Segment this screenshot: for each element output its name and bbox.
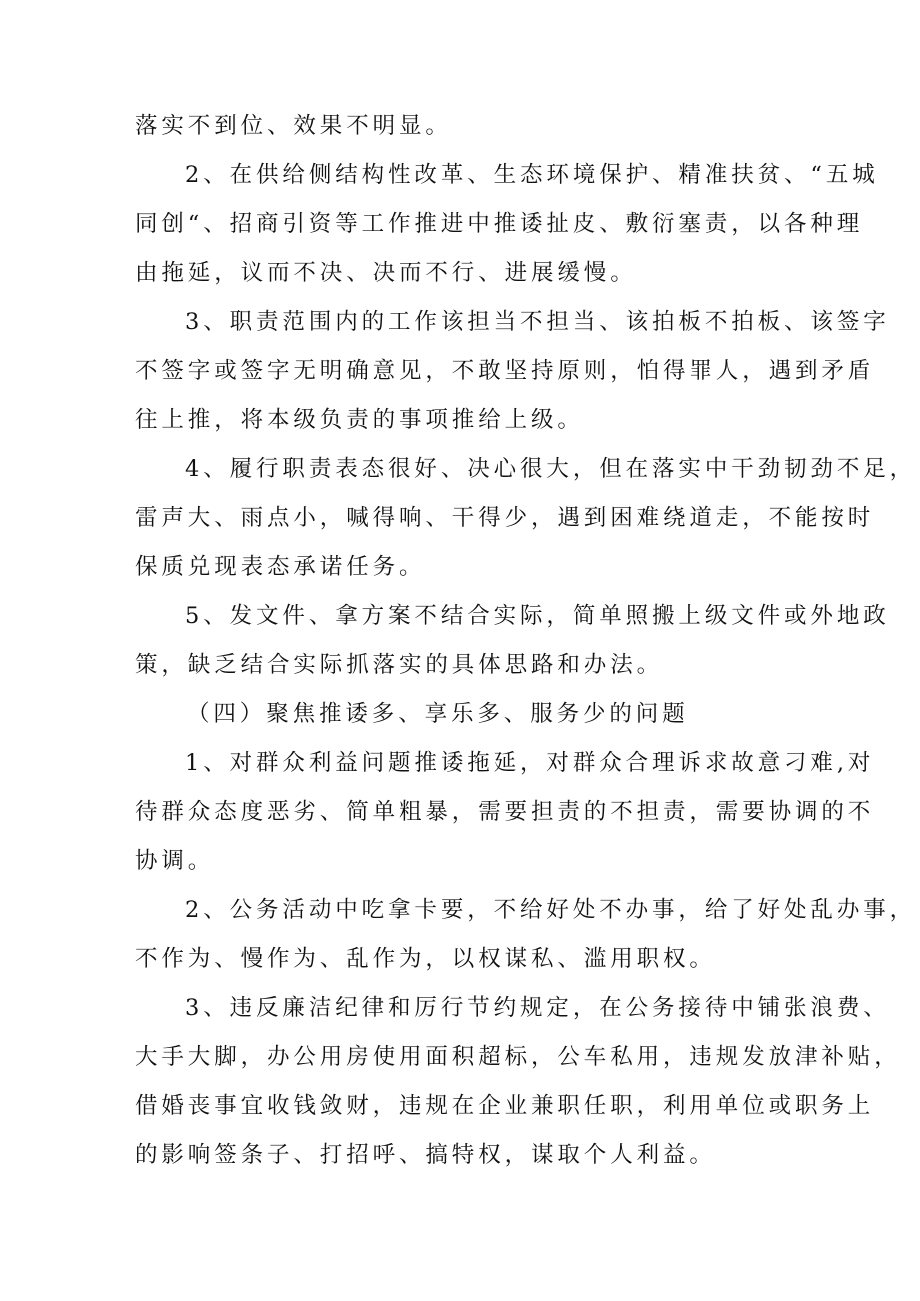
text-line: 3、职责范围内的工作该担当不担当、该拍板不拍板、该签字: [185, 309, 890, 335]
text-line: 1、对群众利益问题推诿拖延，对群众合理诉求故意刁难,对: [185, 750, 875, 776]
text-line: 的影响签条子、打招呼、搞特权，谋取个人利益。: [135, 1142, 716, 1168]
text-line: 4、履行职责表态很好、决心很大，但在落实中干劲韧劲不足，: [185, 456, 917, 482]
text-line: 待群众态度恶劣、简单粗暴，需要担责的不担责，需要协调的不: [135, 799, 875, 825]
text-line: 不作为、慢作为、乱作为，以权谋私、滥用职权。: [135, 946, 716, 972]
text-line: 落实不到位、效果不明显。: [135, 113, 452, 139]
text-block: [135, 102, 917, 1180]
text-line: 保质兑现表态承诺任务。: [135, 554, 426, 580]
text-line: 5、发文件、拿方案不结合实际，简单照搬上级文件或外地政: [185, 603, 890, 629]
text-line: 3、违反廉洁纪律和厉行节约规定，在公务接待中铺张浪费、: [185, 995, 890, 1021]
text-line: 由拖延，议而不决、决而不行、进展缓慢。: [135, 260, 637, 286]
text-line: 协调。: [135, 848, 215, 874]
text-line: 借婚丧事宜收钱敛财，违规在企业兼职任职，利用单位或职务上: [135, 1093, 875, 1119]
text-line: 2、公务活动中吃拿卡要，不给好处不办事，给了好处乱办事，: [185, 897, 917, 923]
text-line: 2、在供给侧结构性改革、生态环境保护、精准扶贫、“五城: [185, 162, 879, 188]
text-line: 往上推，将本级负责的事项推给上级。: [135, 407, 584, 433]
text-line: 雷声大、雨点小，喊得响、干得少，遇到困难绕道走，不能按时: [135, 505, 875, 531]
text-line: 大手大脚，办公用房使用面积超标，公车私用，违规发放津补贴，: [135, 1044, 901, 1070]
section-heading: （四）聚焦推诿多、享乐多、服务少的问题: [187, 701, 689, 727]
text-line: 不签字或签字无明确意见，不敢坚持原则，怕得罪人，遇到矛盾: [135, 358, 875, 384]
text-line: 同创“、招商引资等工作推进中推诿扯皮、敷衍塞责，以各种理: [135, 211, 864, 237]
text-line: 策，缺乏结合实际抓落实的具体思路和办法。: [135, 652, 664, 678]
document-body: [135, 102, 917, 1180]
